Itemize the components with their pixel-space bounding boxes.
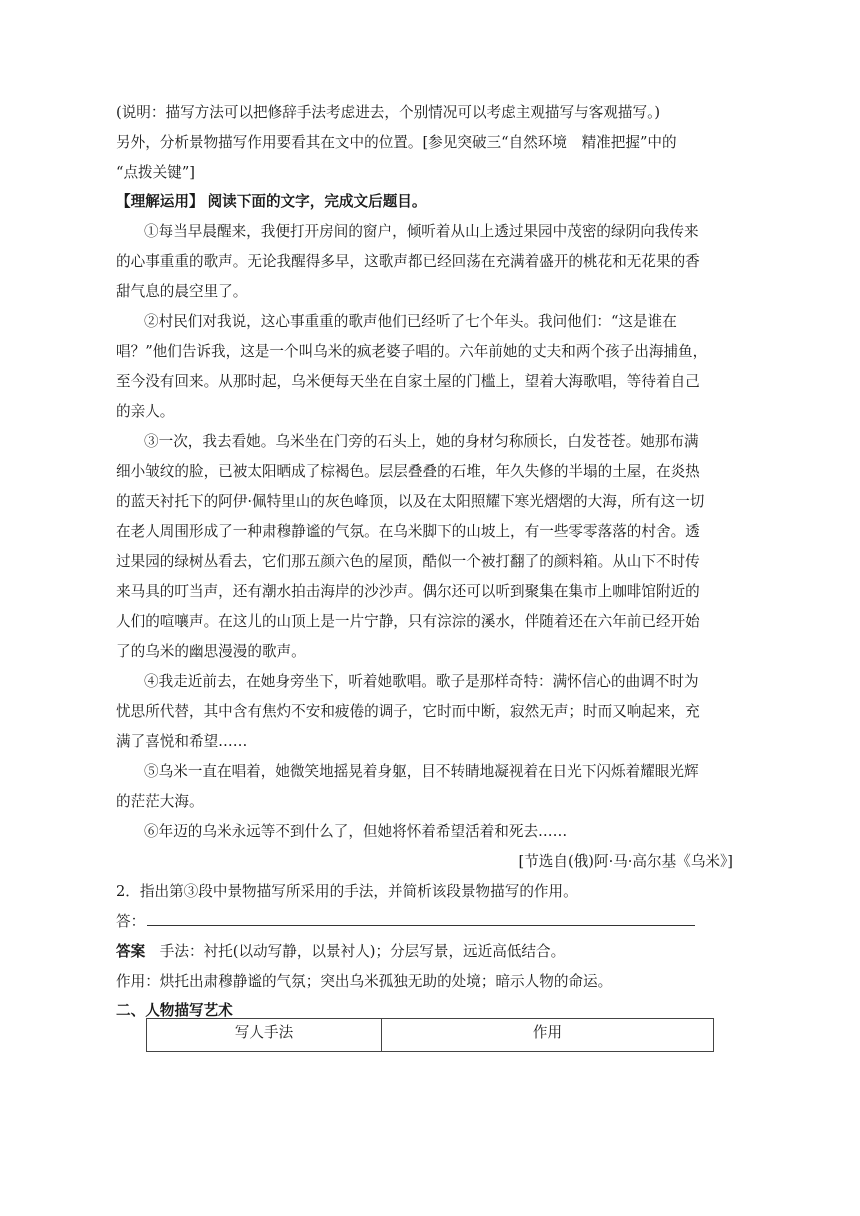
passage-line: 至今没有回来。从那时起，乌米便每天坐在自家土屋的门槛上，望着大海歌唱，等待着自己 — [116, 373, 700, 390]
passage-line: 过果园的绿树丛看去，它们那五颜六色的屋顶，酷似一个被打翻了的颜料箱。从山下不时传 — [116, 553, 700, 570]
answer-line-2: 作用：烘托出肃穆静谧的气氛；突出乌米孤独无助的处境；暗示人物的命运。 — [116, 973, 613, 990]
passage-line: 忧思所代替，其中含有焦灼不安和疲倦的调子，它时而中断，寂然无声；时而又响起来，充 — [116, 703, 700, 720]
passage-line: ③一次，我去看她。乌米坐在门旁的石头上，她的身材匀称颀长，白发苍苍。她那布满 — [144, 433, 699, 450]
tip-text-line-2: “点拨关键”] — [116, 164, 195, 181]
table-header-row — [147, 1019, 714, 1052]
passage-line: ⑤乌米一直在唱着，她微笑地摇晃着身躯，目不转睛地凝视着在日光下闪烁着耀眼光辉 — [144, 763, 699, 780]
exercise-heading — [116, 192, 746, 212]
passage-line: ④我走近前去，在她身旁坐下，听着她歌唱。歌子是那样奇特：满怀信心的曲调不时为 — [144, 673, 699, 690]
passage-line: 来马具的叮当声，还有潮水拍击海岸的沙沙声。偶尔还可以听到聚集在集市上咖啡馆附近的 — [116, 583, 700, 600]
answer-method: 手法：衬托(以动写静，以景衬人)；分层写景，远近高低结合。 — [145, 943, 566, 960]
passage-line: ⑥年迈的乌米永远等不到什么了，但她将怀着希望活着和死去…… — [144, 823, 568, 840]
passage-line: 的亲人。 — [116, 403, 175, 420]
exercise-instruction: 阅读下面的文字，完成文后题目。 — [207, 193, 427, 210]
technique-table — [146, 1018, 714, 1052]
note-text: (说明：描写方法可以把修辞手法考虑进去，个别情况可以考虑主观描写与客观描写。) — [116, 104, 661, 121]
passage-line: ①每当早晨醒来，我便打开房间的窗户，倾听着从山上透过果园中茂密的绿阴向我传来 — [144, 223, 699, 240]
answer-label: 答： — [116, 913, 146, 930]
passage-line: 人们的喧嚷声。在这儿的山顶上是一片宁静，只有淙淙的溪水，伴随着还在六年前已经开始 — [116, 613, 700, 630]
tip-text-line-1: 另外，分析景物描写作用要看其在文中的位置。[参见突破三“自然环境 精准把握”中的 — [116, 134, 677, 151]
passage-line: 细小皱纹的脸，已被太阳晒成了棕褐色。层层叠叠的石堆，年久失修的半塌的土屋，在炎热 — [116, 463, 700, 480]
table-header-cell: 写人手法 — [147, 1019, 382, 1052]
passage-line: 在老人周围形成了一种肃穆静谧的气氛。在乌米脚下的山坡上，有一些零零落落的村舍。透 — [116, 523, 700, 540]
exercise-tag: 【理解运用】 — [116, 193, 204, 210]
section-title: 二、人物描写艺术 — [116, 1002, 233, 1019]
passage-line: 的心事重重的歌声。无论我醒得多早，这歌声都已经回荡在充满着盛开的桃花和无花果的香 — [116, 253, 700, 270]
question-text: 2．指出第③段中景物描写所采用的手法，并简析该段景物描写的作用。 — [116, 883, 578, 900]
passage-line: 的蓝天衬托下的阿伊·佩特里山的灰色峰顶，以及在太阳照耀下寒光熠熠的大海，所有这一切 — [116, 493, 705, 510]
answer-key-label: 答案 — [116, 943, 146, 960]
passage-line: 满了喜悦和希望…… — [116, 733, 248, 750]
passage-line: 唱？”他们告诉我，这是一个叫乌米的疯老婆子唱的。六年前她的丈夫和两个孩子出海捕鱼， — [116, 343, 708, 360]
passage-line: 的茫茫大海。 — [116, 793, 204, 810]
answer-line-1 — [116, 942, 746, 962]
answer-blank-line[interactable] — [147, 912, 695, 926]
passage-line: 甜气息的晨空里了。 — [116, 283, 248, 300]
answer-field[interactable] — [116, 912, 746, 932]
passage-line: 了的乌米的幽思漫漫的歌声。 — [116, 643, 306, 660]
table-header-cell: 作用 — [382, 1019, 714, 1052]
passage-line: ②村民们对我说，这心事重重的歌声他们已经听了七个年头。我问他们：“这是谁在 — [144, 313, 677, 330]
source-citation: [节选自(俄)阿·马·高尔基《乌米》] — [518, 853, 733, 870]
